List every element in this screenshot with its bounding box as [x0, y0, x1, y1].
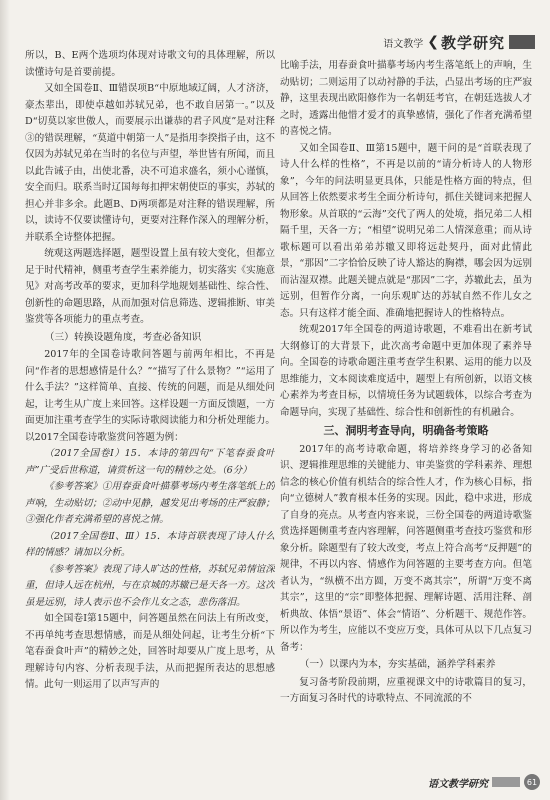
magazine-name: 语文教学研究	[428, 778, 488, 790]
paragraph: 统观2017年全国卷的两道诗歌题，不难看出在新考试大纲修订的大背景下，此次高考命题中更加体现了素养导向。全国卷的诗歌命题注重考查学生积累、运用的能力以及思维能力，文本阅读难度适中，题型上有所创新，以语文核心素养为考查目标，以情境任务为试题载体，以综合考查为命题导向，实现了基础性、综合性和创新性的有机融合。	[280, 324, 532, 418]
question: （2017全国卷Ⅱ、Ⅲ）15．本诗首联表现了诗人什么样的情感？请加以分析。	[25, 530, 275, 558]
paragraph: 复习备考阶段前期，应重视课文中的诗歌篇目的复习，一方面复习各时代的诗歌特点、不同流派的不	[280, 676, 532, 704]
page-footer	[410, 772, 540, 792]
page-number: 61	[524, 774, 540, 790]
section-heading: （三）转换设题角度，考查必备知识	[44, 331, 202, 343]
paragraph: 2017年的高考诗歌命题，将培养终身学习的必备知识、逻辑推理思维的关键能力、审美鉴赏的学科素养、理想信念的核心价值有机结合的综合性人才，作为核心目标，指向“立德树人”教育根本任务的实现。因此，稳中求进，形成了自身的亮点。从考查内容来说，三份全国卷的两道诗歌鉴赏选择题侧重考查内容理解，问答题侧重考查技巧鉴赏和形象分析。除题型有了较大改变，考点上符合高考“反押题”的规律，不再以内容、情感作为问答题的主要考查方向。但笔者认为，“纵横不出方圆，万变不离其宗”，所谓“万变不离其宗”，这里的“宗”即整体把握、理解诗题、活用注释、剖析典故、体悟“景语”、体会“情语”、分析题干、规范作答。所以作为考生，应能以不变应万变，具体可从以下几点复习备考：	[280, 443, 532, 653]
left-column	[25, 48, 275, 770]
paragraph: 又如全国卷Ⅱ、Ⅲ第15题中，题干问的是“首联表现了诗人什么样的性格”，不再是以前的“请分析诗人的人物形象”，今年的问法明显更具体，只能是性格方面的特点，但从回答上依然要求考生全面分析诗句，抓住关键词来把握人物形象。从首联的“云海”交代了两人的处境，指兄弟二人相隔千里，天各一方；“相望”说明兄弟二人情深意重；而从诗歌标题可以看出弟弟苏辙又即将远赴契丹，面对此情此景，“那因”二字恰恰反映了诗人豁达的胸襟，哪会因为远别而沾湿双襟。此题关键点就是“那因”二字，苏辙此去，虽为远别，但暂作分离，一向乐观旷达的苏轼自然不作儿女之态。只有这样才能全面、准确地把握诗人的性格特点。	[280, 142, 532, 319]
paragraph: 比喻手法，用春蚕食叶描摹考场内考生落笔纸上的声响，生动贴切；二则运用了以动衬静的手法，凸显出考场的庄严寂静，这里表现出欧阳修作为一名朝廷考官，在朝廷选拔人才之时，透露出他惜才爱才的真挚感情，强化了作者充满希望的喜悦之情。	[280, 60, 532, 137]
paragraph: 统观这两题选择题，题型设置上虽有较大变化，但都立足于时代精神，侧重考查学生素养能力，切实落实《实施意见》对高考改革的要求，更加科学地规划基础性、综合性、创新性的命题思路，从而加强对信息筛选、逻辑推断、审美鉴赏等各项能力的重点考查。	[25, 248, 275, 325]
subsection-heading: （一）以课内为本，夯实基础，涵养学科素养	[299, 659, 496, 670]
header-bar-decoration	[509, 35, 535, 49]
paragraph: 又如全国卷Ⅱ、Ⅲ错误项B“中原地域辽阔，人才济济，豪杰辈出，即使卓越如苏轼兄弟，也不敢自居第一。”以及D“切莫以家世傲人，而要展示出谦恭的君子风度”是对注释③的错误理解，“莫道中朝第一人”是指用李揆指子由，这不仅因为苏轼兄弟在当时的名位与声望，举世皆有所闻，而且以此告诫子由，出使北番，决不可追求盛名，须小心谨慎，安全而归。联系当时辽国每每扣押宋朝使臣的事实，苏轼的担心并非多余。此题B、D两项都是对注释的错误理解，所以，读诗不仅要读懂诗句，更要对注释作深入的理解分析，并联系全诗整体把握。	[25, 83, 275, 243]
column-label: 语文教学	[383, 38, 424, 50]
question: （2017全国卷Ⅰ）15．本诗的第四句“下笔春蚕食叶声”广受后世称道，请赏析这一句的精妙之处。（6分）	[25, 448, 275, 476]
paragraph: 所以，B、E两个选项均体现对诗歌文句的具体理解，所以读懂诗句是首要前提。	[25, 50, 275, 78]
paragraph: 如全国卷Ⅰ第15题中，问答题虽然在问法上有所改变，不再单纯考查思想情感，而是从细处问起，让考生分析“下笔春蚕食叶声”的精妙之处，回答时却要从广度上思考，从理解诗句内容、分析表现手法，从而把握所表达的思想感情。此句一则运用了以声写声的	[25, 613, 275, 690]
page-gutter-shadow	[0, 0, 10, 800]
section-heading: 三、洞明考查导向，明确备考策略	[323, 424, 489, 437]
answer: 《参考答案》①用春蚕食叶描摹考场内考生落笔纸上的声响，生动贴切；②动中见静，越发见出考场的庄严寂静；③强化作者充满希望的喜悦之情。	[25, 481, 275, 525]
column-name: 教学研究	[440, 33, 505, 52]
answer: 《参考答案》表现了诗人旷达的性格，苏轼兄弟情谊深重，但诗人远在杭州，与在京城的苏辙已是天各一方。这次虽是远别，诗人表示也不会作儿女之态，悲伤落泪。	[25, 563, 275, 608]
paragraph: 2017年的全国卷诗歌问答题与前两年相比，不再是问“作者的思想感情是什么？”“描写了什么景物？”“运用了什么手法？”这样简单、直接、传统的问题，而是从细处问起，让考生从广度上来回答。这样设题一方面反馈题，一方面更加注重考查学生的实际诗歌阅读能力和分析处理能力。以2017全国卷诗歌鉴赏问答题为例：	[25, 349, 275, 443]
footer-tag-decoration	[492, 777, 520, 787]
page-header	[325, 30, 535, 54]
chevron-left-icon: ❮	[427, 34, 439, 50]
right-column	[280, 58, 532, 780]
